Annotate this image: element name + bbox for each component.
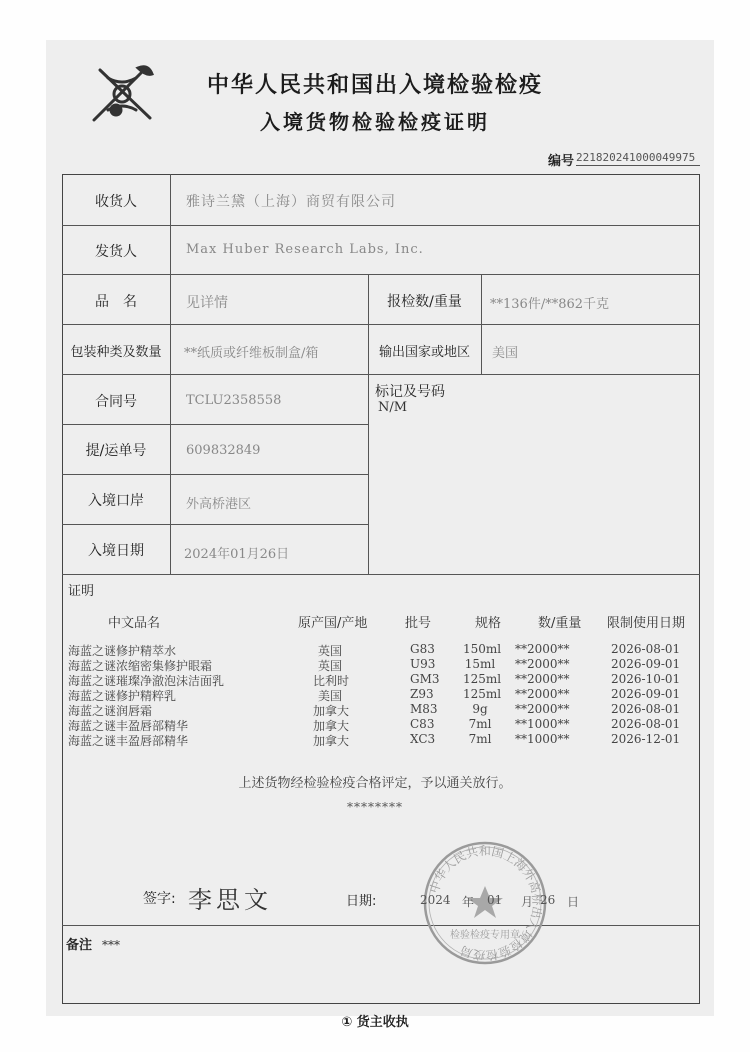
bill-no-label: 提/运单号 [85, 443, 147, 459]
product-batch: U93 [410, 657, 436, 671]
entry-date-label: 入境日期 [88, 543, 144, 559]
origin-country-label: 输出国家或地区 [378, 345, 470, 360]
consignor-label: 发货人 [95, 244, 137, 260]
product-row [0, 687, 750, 702]
product-expiry: 2026-12-01 [611, 732, 681, 746]
packaging-label: 包装种类及数量 [70, 345, 162, 360]
col-header-qty: 数/重量 [538, 616, 582, 631]
product-name: 海蓝之谜丰盈唇部精华 [68, 719, 189, 733]
product-expiry: 2026-09-01 [611, 657, 681, 671]
signature-label: 签字: [143, 891, 176, 907]
product-name: 海蓝之谜丰盈唇部精华 [68, 734, 189, 748]
col-header-name: 中文品名 [108, 616, 161, 631]
product-origin: 美国 [317, 689, 342, 703]
document-title: 入境货物检验检疫证明 [260, 110, 490, 134]
svg-text:中华人民共和国上海外高桥出入境检验检疫局: 中华人民共和国上海外高桥出入境检验检疫局 [427, 843, 545, 963]
contract-no-value: TCLU2358558 [186, 393, 282, 408]
product-expiry: 2026-10-01 [611, 672, 681, 686]
entry-date-value: 2024年01月26日 [184, 547, 290, 562]
product-spec: 125ml [463, 687, 502, 701]
product-spec: 150ml [463, 642, 502, 656]
date-day: 26 [540, 893, 556, 907]
cert-number: 221820241000049975 [576, 151, 700, 166]
marks-label: 标记及号码 [375, 384, 445, 400]
contract-no-label: 合同号 [95, 394, 137, 410]
product-spec: 125ml [463, 672, 502, 686]
product-batch: GM3 [410, 672, 440, 686]
product-name: 海蓝之谜修护精萃水 [68, 644, 177, 658]
product-batch: Z93 [410, 687, 434, 701]
product-name: 海蓝之谜修护精粹乳 [68, 689, 177, 703]
date-day-unit: 日 [567, 895, 580, 909]
entry-port-label: 入境口岸 [88, 493, 144, 509]
col-header-batch: 批号 [405, 616, 432, 631]
end-marker: ******** [347, 800, 403, 814]
date-year-unit: 年 [462, 895, 475, 909]
product-qty: **2000** [515, 672, 570, 686]
product-qty: **2000** [515, 702, 570, 716]
product-spec: 7ml [468, 732, 492, 746]
product-spec: 7ml [468, 717, 492, 731]
bill-no-value: 609832849 [186, 443, 261, 458]
origin-country-value: 美国 [492, 346, 519, 361]
consignee-label: 收货人 [95, 194, 137, 210]
product-origin: 加拿大 [313, 734, 350, 748]
col-header-spec: 规格 [475, 616, 502, 631]
product-batch: C83 [410, 717, 435, 731]
product-expiry: 2026-08-01 [611, 717, 681, 731]
product-row [0, 732, 750, 747]
product-batch: M83 [410, 702, 438, 716]
product-row [0, 672, 750, 687]
certificate-label: 证明 [68, 584, 95, 599]
col-header-origin: 原产国/产地 [298, 616, 368, 631]
product-qty: **2000** [515, 657, 570, 671]
date-label: 日期: [346, 894, 377, 909]
packaging-value: **纸质或纤维板制盒/箱 [184, 346, 319, 361]
product-expiry: 2026-08-01 [611, 702, 681, 716]
product-qty: **2000** [515, 687, 570, 701]
remarks-label: 备注 [66, 938, 93, 953]
product-name: 海蓝之谜浓缩密集修护眼霜 [68, 659, 213, 673]
signature-name: 李思文 [188, 886, 272, 914]
svg-text:检验检疫专用章: 检验检疫专用章 [450, 930, 520, 941]
cert-number-label: 编号 [548, 154, 575, 169]
goods-name-value: 见详情 [186, 295, 228, 311]
consignee-value: 雅诗兰黛（上海）商贸有限公司 [186, 194, 396, 210]
product-batch: G83 [410, 642, 435, 656]
product-name: 海蓝之谜璀璨净澈泡沫洁面乳 [68, 674, 225, 688]
consignor-value: Max Huber Research Labs, Inc. [186, 242, 424, 257]
date-year: 2024 [420, 893, 451, 907]
product-batch: XC3 [410, 732, 436, 746]
goods-name-label: 品 名 [95, 294, 137, 310]
marks-value: N/M [378, 400, 408, 415]
quantity-weight-value: **136件/**862千克 [490, 297, 610, 312]
date-month-unit: 月 [521, 895, 534, 909]
entry-port-value: 外高桥港区 [186, 497, 252, 512]
product-origin: 加拿大 [313, 704, 350, 718]
product-qty: **1000** [515, 732, 570, 746]
product-spec: 15ml [464, 657, 496, 671]
product-row [0, 717, 750, 732]
issuer-title: 中华人民共和国出入境检验检疫 [206, 73, 543, 98]
product-name: 海蓝之谜润唇霜 [68, 704, 153, 718]
product-qty: **2000** [515, 642, 570, 656]
product-row [0, 702, 750, 717]
product-expiry: 2026-08-01 [611, 642, 681, 656]
product-row [0, 642, 750, 657]
copy-label: ① 货主收执 [341, 1015, 409, 1030]
product-qty: **1000** [515, 717, 570, 731]
product-origin: 英国 [317, 659, 342, 673]
product-origin: 比利时 [313, 674, 350, 688]
date-month: 01 [487, 893, 503, 907]
clearance-statement: 上述货物经检验检疫合格评定，予以通关放行。 [238, 776, 512, 791]
product-origin: 加拿大 [313, 719, 350, 733]
col-header-expiry: 限制使用日期 [607, 616, 686, 631]
remarks-value: *** [102, 938, 120, 952]
quantity-weight-label: 报检数/重量 [387, 294, 462, 310]
product-expiry: 2026-09-01 [611, 687, 681, 701]
product-row [0, 657, 750, 672]
product-origin: 英国 [317, 644, 342, 658]
product-spec: 9g [472, 702, 488, 716]
